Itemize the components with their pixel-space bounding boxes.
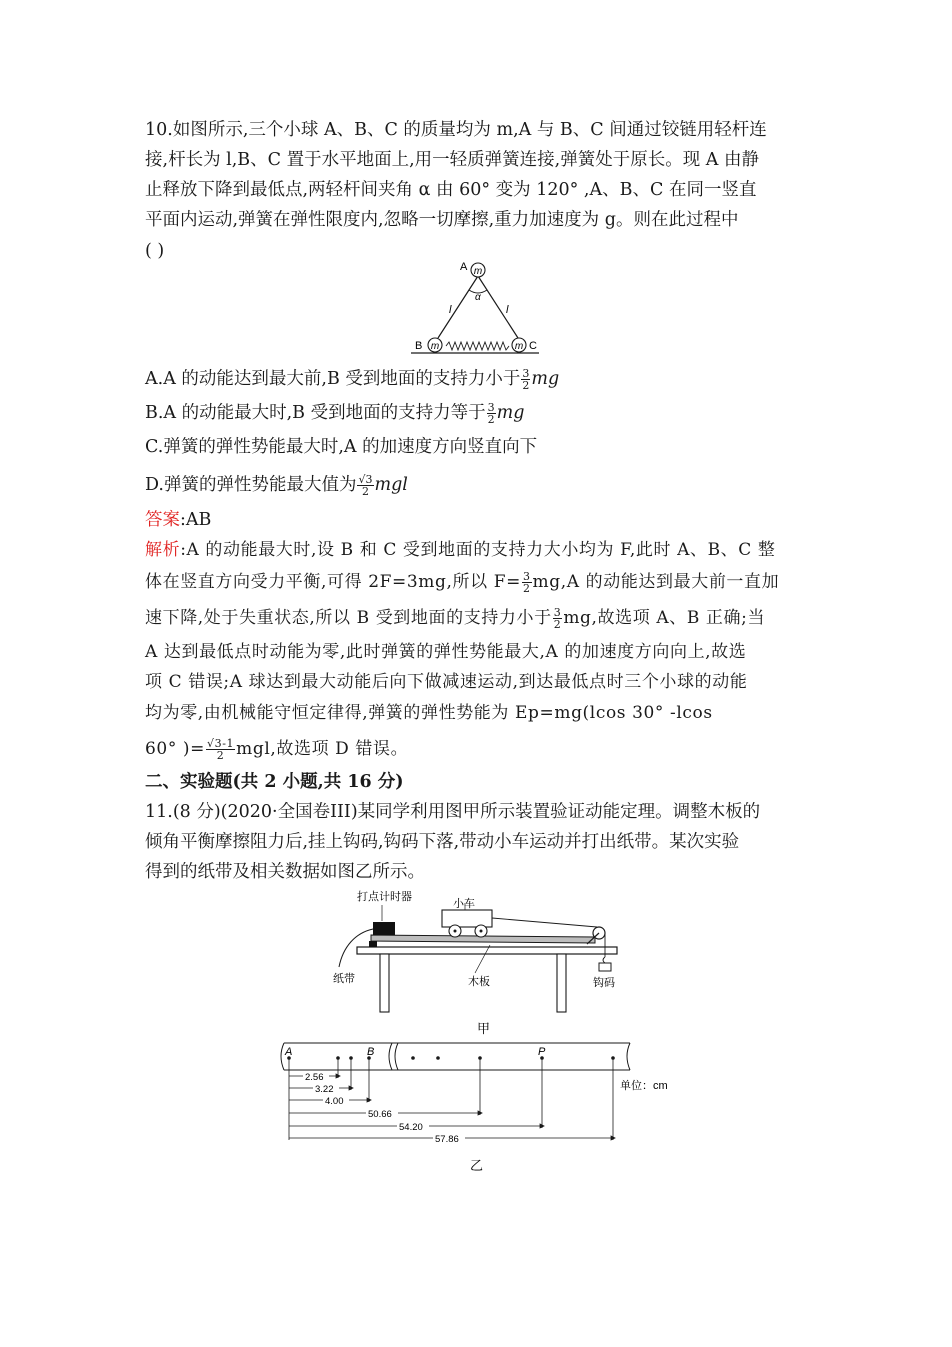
- hook-weight-label: 钩码: [593, 977, 615, 989]
- solution-line-7: [145, 734, 408, 764]
- option-c: C.弹簧的弹性势能最大时,A 的加速度方向竖直向下: [145, 437, 538, 457]
- angle-alpha-label: α: [475, 292, 481, 303]
- q11-line-3: 得到的纸带及相关数据如图乙所示。: [145, 862, 425, 882]
- answer-line: [145, 505, 211, 535]
- distance-57-86: 57.86: [435, 1134, 459, 1145]
- fraction-3-2: $\frac{3}{2}$: [522, 367, 530, 392]
- mg-term: mg: [496, 403, 525, 423]
- solution-line-5: 项 C 错误;A 球达到最大动能后向下做减速运动,到达最低点时三个小球的动能: [145, 672, 748, 692]
- apparatus-figure: [325, 885, 635, 1035]
- distance-54-20: 54.20: [399, 1122, 423, 1133]
- timer-label: 打点计时器: [357, 891, 412, 903]
- fraction-sqrt3-minus-1-over-2: $\frac{√3-1}{2}$: [207, 737, 235, 762]
- rod-right-label: l: [506, 304, 509, 316]
- solution-line-3: [145, 603, 765, 633]
- q11-line-1: 11.(8 分)(2020·全国卷III)某同学利用图甲所示装置验证动能定理。调整木板的: [145, 802, 761, 822]
- q10-line-2: 接,杆长为 l,B、C 置于水平地面上,用一轻质弹簧连接,弹簧处于原长。现 A 由静: [145, 150, 759, 170]
- solution-label: 解析: [145, 540, 181, 560]
- rod-left-label: l: [449, 304, 452, 316]
- mgl-term: mgl: [374, 475, 408, 495]
- distance-2-56: 2.56: [305, 1072, 324, 1083]
- solution-text-2a: 体在竖直方向受力平衡,可得 2F=3mg,所以 F=: [145, 572, 521, 592]
- option-d: [145, 470, 408, 500]
- cart-label: 小车: [453, 898, 475, 910]
- option-d-text: D.弹簧的弹性势能最大值为: [145, 475, 357, 495]
- option-b-text: B.A 的动能最大时,B 受到地面的支持力等于: [145, 403, 486, 423]
- solution-line-1: [145, 535, 775, 565]
- solution-text-7a: 60° )=: [145, 739, 206, 759]
- point-p-label: P: [538, 1046, 546, 1058]
- solution-text-3a: 速下降,处于失重状态,所以 B 受到地面的支持力小于: [145, 608, 552, 628]
- answer-value: :AB: [180, 510, 212, 530]
- distance-3-22: 3.22: [315, 1084, 334, 1095]
- mg-term: mg: [531, 369, 560, 389]
- q11-line-2: 倾角平衡摩擦阻力后,挂上钩码,钩码下落,带动小车运动并打出纸带。某次实验: [145, 832, 740, 852]
- ball-c-mass-label: m: [514, 341, 524, 352]
- fraction-3-2: $\frac{3}{2}$: [522, 570, 531, 595]
- tape-label: 纸带: [333, 973, 355, 985]
- solution-text-2b: mg,A 的动能达到最大前一直加: [532, 572, 780, 592]
- figure-yi-caption: 乙: [470, 1158, 484, 1173]
- option-a-text: A.A 的动能达到最大前,B 受到地面的支持力小于: [145, 369, 521, 389]
- point-a-label: A: [285, 1046, 293, 1058]
- solution-text-3b: mg,故选项 A、B 正确;当: [563, 608, 766, 628]
- ball-c-label: C: [529, 340, 537, 352]
- ball-b-label: B: [415, 340, 423, 352]
- unit-label: 单位：cm: [620, 1080, 668, 1092]
- section-heading: 二、实验题(共 2 小题,共 16 分): [145, 772, 404, 792]
- q10-line-3: 止释放下降到最低点,两轻杆间夹角 α 由 60° 变为 120° ,A、B、C 在同一竖直: [145, 180, 757, 200]
- solution-line-4: A 达到最低点时动能为零,此时弹簧的弹性势能最大,A 的加速度方向向上,故选: [145, 642, 747, 662]
- triangle-spring-figure: [405, 258, 545, 358]
- fraction-3-2: $\frac{3}{2}$: [487, 401, 495, 426]
- distance-4-00: 4.00: [325, 1096, 344, 1107]
- option-a: [145, 364, 559, 394]
- ball-b-mass-label: m: [430, 341, 440, 352]
- solution-text-7b: mgl,故选项 D 错误。: [236, 739, 409, 759]
- solution-text-1: :A 的动能最大时,设 B 和 C 受到地面的支持力大小均为 F,此时 A、B、C 整: [180, 540, 776, 560]
- q10-line-1: 10.如图所示,三个小球 A、B、C 的质量均为 m,A 与 B、C 间通过铰链用轻杆连: [145, 120, 767, 140]
- q10-answer-paren: ( ): [145, 241, 165, 261]
- paper-tape-figure: [270, 1040, 690, 1175]
- point-b-label: B: [367, 1046, 375, 1058]
- ball-a-mass-label: m: [473, 266, 483, 277]
- solution-line-2: [145, 567, 779, 597]
- distance-50-66: 50.66: [368, 1109, 392, 1120]
- fraction-3-2: $\frac{3}{2}$: [553, 606, 562, 631]
- figure-jia-caption: 甲: [477, 1021, 491, 1035]
- fraction-sqrt3-2: $\frac{√3}{2}$: [358, 473, 373, 498]
- solution-line-6: 均为零,由机械能守恒定律得,弹簧的弹性势能为 Ep=mg(lcos 30° -lcos: [145, 703, 713, 723]
- q10-line-4: 平面内运动,弹簧在弹性限度内,忽略一切摩擦,重力加速度为 g。则在此过程中: [145, 210, 739, 230]
- option-b: [145, 398, 524, 428]
- board-label: 木板: [468, 976, 490, 988]
- ball-a-label: A: [460, 261, 468, 273]
- answer-label: 答案: [145, 510, 180, 530]
